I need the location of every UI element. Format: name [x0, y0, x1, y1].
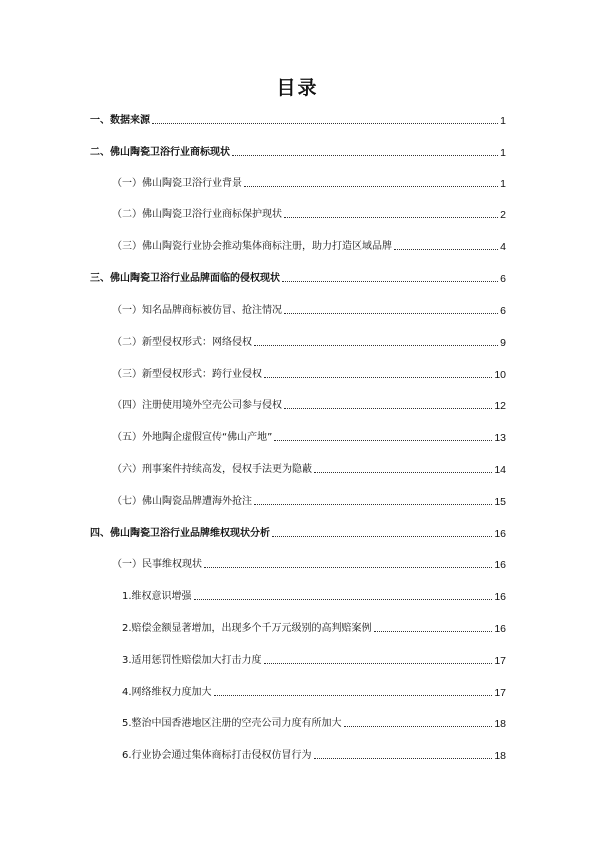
toc-entry-label: 3.适用惩罚性赔偿加大打击力度 — [122, 655, 262, 666]
toc-entry-label: 2.赔偿金额显著增加，出现多个千万元级别的高判赔案例 — [122, 623, 372, 634]
toc-entry-label: 一、数据来源 — [90, 115, 150, 126]
toc-page-number: 4 — [500, 241, 506, 253]
toc-dot-leader — [254, 345, 498, 346]
toc-entry-label: （五）外地陶企虚假宣传“佛山产地” — [112, 432, 273, 443]
toc-page-number: 18 — [494, 718, 506, 730]
toc-dot-leader — [394, 249, 498, 250]
toc-entry-cross-industry-infringement[interactable] — [112, 366, 506, 382]
toc-page-number: 1 — [500, 178, 506, 190]
toc-entry-label: （六）刑事案件持续高发，侵权手法更为隐蔽 — [112, 464, 312, 475]
toc-page-number: 16 — [494, 559, 506, 571]
toc-dot-leader — [232, 155, 498, 156]
toc-page-number: 15 — [494, 496, 506, 508]
toc-page-number: 2 — [500, 209, 506, 221]
toc-entry-infringement-status[interactable] — [90, 270, 506, 286]
toc-dot-leader — [284, 217, 498, 218]
toc-entry-association-action[interactable] — [122, 747, 506, 763]
toc-dot-leader — [244, 186, 498, 187]
toc-entry-false-origin[interactable] — [112, 429, 506, 445]
toc-entry-label: 四、佛山陶瓷卫浴行业品牌维权现状分析 — [90, 528, 270, 539]
toc-page-number: 17 — [494, 655, 506, 667]
toc-entry-label: 1.维权意识增强 — [122, 591, 192, 602]
toc-dot-leader — [272, 536, 492, 537]
toc-entry-civil-rights-protection[interactable] — [112, 556, 506, 572]
toc-entry-rights-protection[interactable] — [90, 525, 506, 541]
toc-page-number: 16 — [494, 623, 506, 635]
toc-dot-leader — [264, 377, 492, 378]
toc-dot-leader — [254, 504, 492, 505]
toc-page-number: 12 — [494, 400, 506, 412]
toc-entry-label: （一）知名品牌商标被仿冒、抢注情况 — [112, 305, 282, 316]
toc-dot-leader — [194, 599, 493, 600]
toc-entry-label: （七）佛山陶瓷品牌遭海外抢注 — [112, 496, 252, 507]
page-title: 目录 — [276, 77, 319, 99]
toc-entry-online-infringement[interactable] — [112, 334, 506, 350]
toc-entry-overseas-squatting[interactable] — [112, 493, 506, 509]
toc-page-number: 16 — [494, 591, 506, 603]
toc-entry-trademark-status[interactable] — [90, 144, 506, 160]
toc-page-number: 17 — [494, 687, 506, 699]
toc-entry-label: （四）注册使用境外空壳公司参与侵权 — [112, 400, 282, 411]
toc-dot-leader — [214, 695, 493, 696]
toc-page-number: 18 — [494, 750, 506, 762]
toc-entry-label: （三）佛山陶瓷行业协会推动集体商标注册，助力打造区域品牌 — [112, 241, 392, 252]
toc-entry-online-rights[interactable] — [122, 684, 506, 700]
toc-entry-label: 三、佛山陶瓷卫浴行业品牌面临的侵权现状 — [90, 273, 280, 284]
toc-entry-label: 5.整治中国香港地区注册的空壳公司力度有所加大 — [122, 718, 342, 729]
toc-entry-hong-kong-shells[interactable] — [122, 715, 506, 731]
toc-page-number: 14 — [494, 464, 506, 476]
toc-entry-label: （三）新型侵权形式：跨行业侵权 — [112, 369, 262, 380]
toc-entry-counterfeit-squatting[interactable] — [112, 302, 506, 318]
toc-entry-collective-trademark[interactable] — [112, 238, 506, 254]
toc-entry-shell-companies[interactable] — [112, 397, 506, 413]
toc-page-number: 6 — [500, 273, 506, 285]
toc-entry-label: 4.网络维权力度加大 — [122, 687, 212, 698]
toc-page-number: 10 — [494, 369, 506, 381]
toc-dot-leader — [282, 281, 498, 282]
toc-entry-label: （二）新型侵权形式：网络侵权 — [112, 337, 252, 348]
toc-dot-leader — [264, 663, 493, 664]
toc-dot-leader — [284, 313, 498, 314]
toc-entry-criminal-cases[interactable] — [112, 461, 506, 477]
toc-dot-leader — [152, 123, 498, 124]
toc-page-number: 9 — [500, 337, 506, 349]
toc-entry-awareness[interactable] — [122, 588, 506, 604]
toc-dot-leader — [314, 758, 493, 759]
toc-entry-compensation[interactable] — [122, 620, 506, 636]
toc-entry-label: 二、佛山陶瓷卫浴行业商标现状 — [90, 147, 230, 158]
toc-page-number: 1 — [500, 147, 506, 159]
toc-dot-leader — [204, 567, 492, 568]
toc-page-number: 6 — [500, 305, 506, 317]
toc-dot-leader — [344, 726, 493, 727]
toc-entry-label: （二）佛山陶瓷卫浴行业商标保护现状 — [112, 209, 282, 220]
toc-page-number: 16 — [494, 528, 506, 540]
toc-entry-industry-background[interactable] — [112, 175, 506, 191]
toc-entry-label: （一）民事维权现状 — [112, 559, 202, 570]
toc-entry-punitive-damages[interactable] — [122, 652, 506, 668]
toc-entry-trademark-protection[interactable] — [112, 206, 506, 222]
toc-dot-leader — [374, 631, 493, 632]
toc-dot-leader — [314, 472, 492, 473]
toc-entry-label: （一）佛山陶瓷卫浴行业背景 — [112, 178, 242, 189]
toc-page-number: 13 — [494, 432, 506, 444]
toc-dot-leader — [284, 408, 492, 409]
toc-entry-label: 6.行业协会通过集体商标打击侵权仿冒行为 — [122, 750, 312, 761]
toc-page-number: 1 — [500, 115, 506, 127]
toc-entry-data-source[interactable] — [90, 112, 506, 128]
toc-dot-leader — [274, 440, 492, 441]
